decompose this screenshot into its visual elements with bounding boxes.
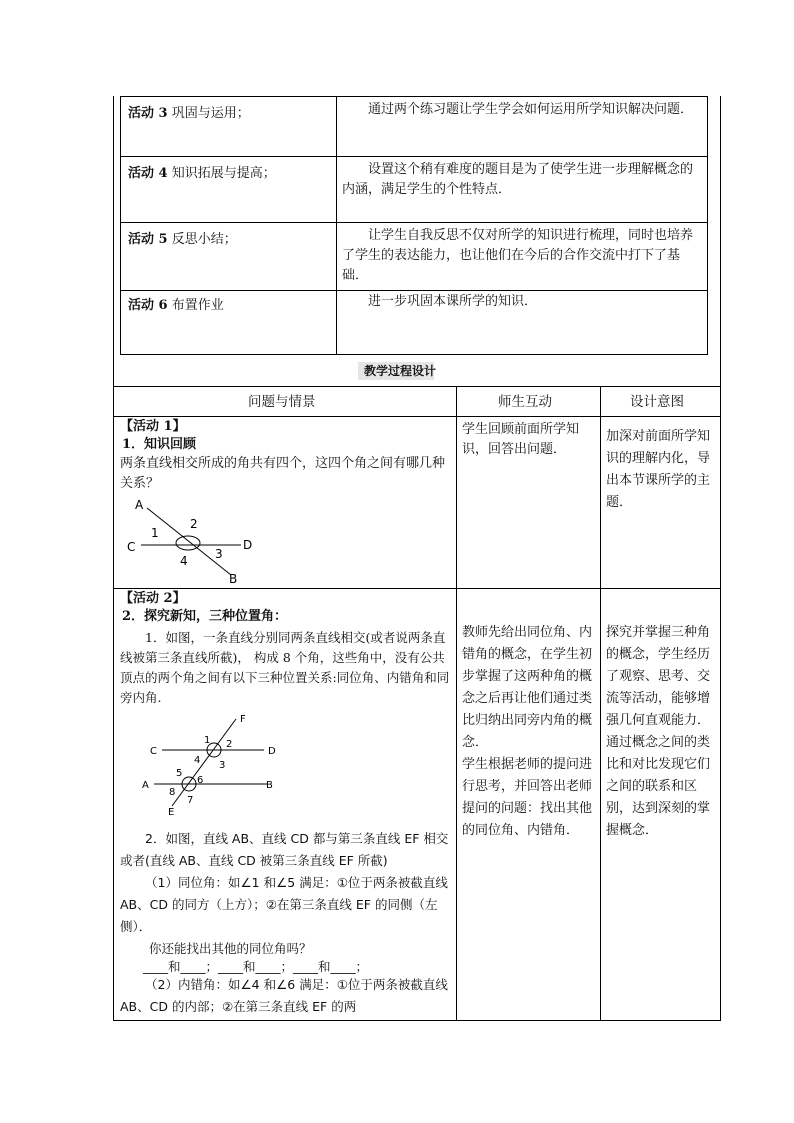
activity-number: 活动 6 — [128, 298, 168, 313]
table-left-border — [113, 96, 114, 1021]
label-8: 8 — [169, 787, 176, 798]
label-A: A — [135, 498, 144, 512]
activity1-question: 两条直线相交所成的角共有四个，这四个角之间有哪几种关系？ — [120, 456, 446, 491]
activity-row-intent: 设置这个稍有难度的题目是为了使学生进一步理解概念的内涵，满足学生的个性特点． — [342, 162, 694, 197]
label-2: 2 — [226, 739, 233, 750]
line-ab — [147, 508, 231, 575]
activity1-tag: 【活动 1】 — [120, 419, 186, 434]
label-4: 4 — [194, 755, 201, 766]
label-E: E — [168, 807, 175, 818]
activity-number: 活动 4 — [128, 166, 168, 181]
activity2-intent: 探究并掌握三种角的概念，学生经历了观察、思考、交流等活动，能够增强几何直观能力．通过概念之间的类比和对比发现它们之间的联系和区别，达到深刻的掌握概念． — [606, 625, 711, 838]
activity-title: 反思小结； — [167, 232, 237, 247]
activity-row-intent: 让学生自我反思不仅对所学的知识进行梳理，同时也培养了学生的表达能力，也让他们在今后的合作交流中打下了基础． — [342, 228, 694, 283]
main-header-bottom — [113, 416, 721, 417]
header-problem: 问题与情景 — [248, 394, 316, 410]
activity-row-label — [128, 164, 276, 184]
label-1: 1 — [151, 526, 159, 540]
label-4: 4 — [180, 554, 188, 568]
inner-bottom — [120, 354, 708, 355]
activity-number: 活动 5 — [128, 232, 168, 247]
activity-title: 知识拓展与提高； — [167, 166, 276, 181]
angle-arc — [176, 536, 200, 550]
inner-right — [707, 96, 708, 354]
label-B: B — [266, 780, 273, 791]
activity2-para5: （2）内错角：如∠4 和∠6 满足：①位于两条被截直线 AB、CD 的内部；②在第三条直线 EF 的两 — [120, 977, 448, 1014]
label-B: B — [229, 572, 238, 586]
intersecting-lines-figure — [125, 495, 265, 587]
label-1: 1 — [204, 735, 211, 746]
activity-title: 布置作业 — [167, 298, 224, 313]
label-3: 3 — [219, 760, 226, 771]
transversal-figure — [138, 712, 288, 818]
activity-row-label — [128, 296, 224, 316]
activity-row-label — [128, 104, 250, 124]
activity2-interaction: 教师先给出同位角、内错角的概念，在学生初步掌握了这两种角的概念之后再让他们通过类比归纳出同旁内角的概念． 学生根据老师的提问进行思考，并回答出老师提问的问题：找出其他的同位角、内错角． — [462, 625, 593, 838]
main-col-divider-2 — [600, 386, 601, 1021]
inner-mid — [336, 96, 337, 354]
activity2-heading: 2．探究新知，三种位置角： — [122, 609, 288, 624]
line-ef — [172, 719, 236, 806]
activity-row-intent: 进一步巩固本课所学的知识． — [368, 294, 538, 309]
inner-top — [120, 96, 708, 97]
label-2: 2 — [190, 517, 198, 531]
section-title: 教学过程设计 — [364, 364, 437, 378]
activity-title: 巩固与运用； — [167, 106, 250, 121]
label-F: F — [240, 714, 246, 725]
table-bottom-border — [113, 1020, 721, 1021]
label-D: D — [243, 538, 253, 552]
activity2-para3: （1）同位角：如∠1 和∠5 满足：①位于两条被截直线 AB、CD 的同方（上方）；②在第三条直线 EF 的同侧（左侧）． — [120, 875, 448, 934]
activity2-blanks: ____和____；____和____；____和____； — [143, 959, 369, 974]
header-interaction: 师生互动 — [498, 394, 552, 410]
label-3: 3 — [215, 547, 223, 561]
label-C: C — [127, 540, 136, 554]
activity-row-intent: 通过两个练习题让学生学会如何运用所学知识解决问题． — [368, 102, 694, 117]
header-intent: 设计意图 — [630, 394, 684, 410]
label-5: 5 — [176, 768, 183, 779]
activity2-para2: 2．如图，直线 AB、直线 CD 都与第三条直线 EF 相交或者(直线 AB、直线 CD 被第三条直线 EF 所截) — [120, 831, 449, 868]
activity2-para1: 1．如图，一条直线分别同两条直线相交(或者说两条直线被第三条直线所截)， 构成 8 个角，这些角中，没有公共顶点的两个角之间有以下三种位置关系:同位角、内错角和同旁内角. — [120, 630, 450, 705]
inner-row-1 — [120, 156, 708, 157]
main-top-border — [113, 386, 721, 387]
label-6: 6 — [197, 775, 204, 786]
activity1-intent: 加深对前面所学知识的理解内化，导出本节课所学的主题． — [606, 429, 711, 510]
activity2-row-separator — [113, 588, 721, 589]
label-D: D — [268, 746, 276, 757]
label-7: 7 — [187, 795, 194, 806]
activity2-para4: 你还能找出其他的同位角吗？ — [149, 941, 312, 956]
label-A: A — [142, 780, 149, 791]
main-col-divider-1 — [456, 386, 457, 1021]
table-right-border — [720, 96, 721, 1021]
activity1-interaction: 学生回顾前面所学知识，回答出问题． — [462, 422, 580, 457]
activity-number: 活动 3 — [128, 106, 168, 121]
inner-left — [120, 96, 121, 354]
activity1-heading: 1．知识回顾 — [122, 437, 197, 452]
label-C: C — [150, 746, 157, 757]
inner-row-2 — [120, 222, 708, 223]
activity2-tag: 【活动 2】 — [120, 591, 186, 606]
activity-row-label — [128, 230, 237, 250]
inner-row-3 — [120, 290, 708, 291]
